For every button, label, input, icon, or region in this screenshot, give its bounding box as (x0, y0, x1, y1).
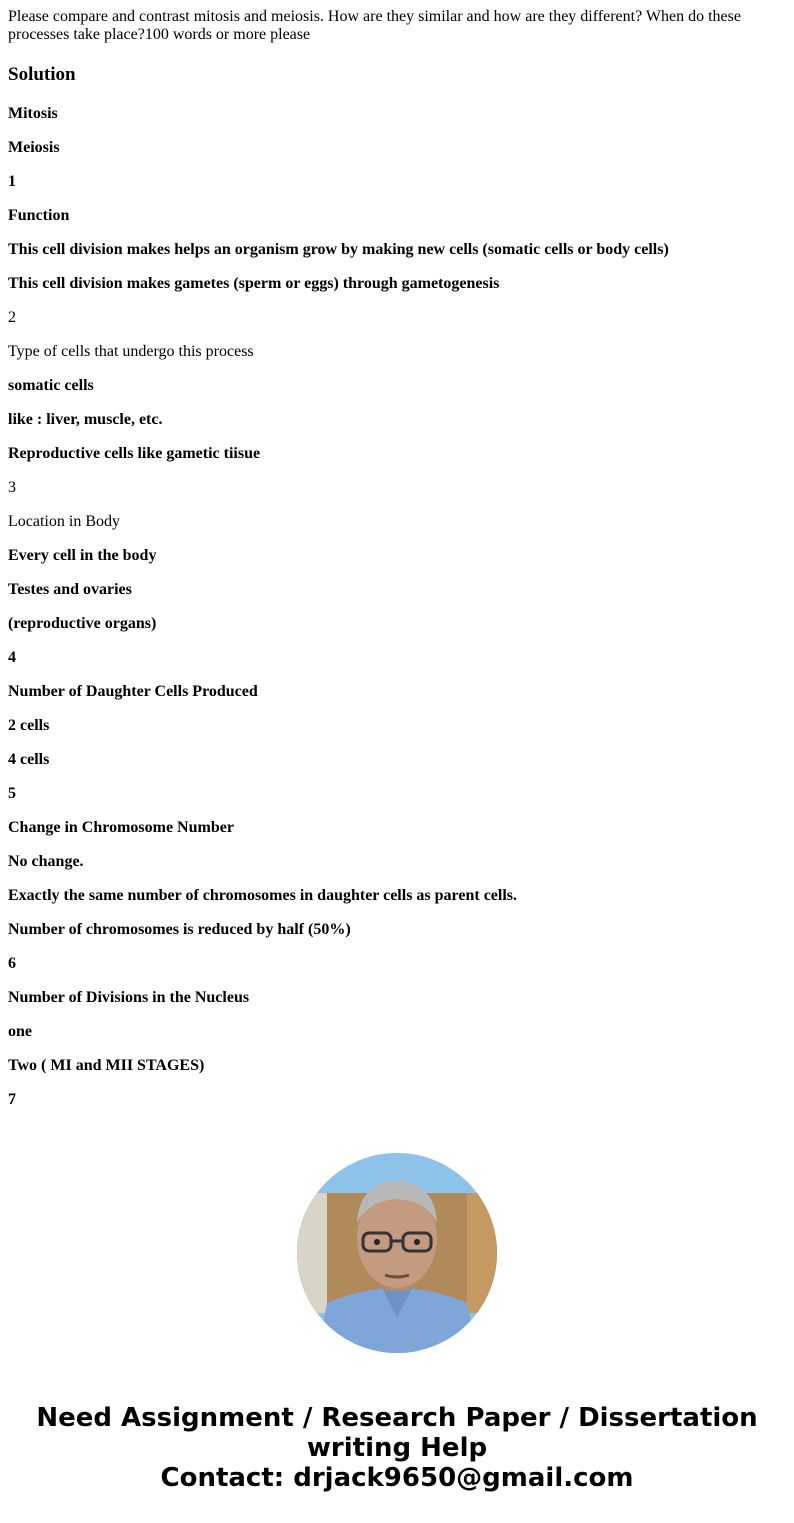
answer-line: Type of cells that undergo this process (8, 343, 254, 360)
answer-line: Every cell in the body (8, 547, 157, 564)
answer-line: 4 cells (8, 751, 50, 768)
answer-line: (reproductive organs) (8, 615, 157, 632)
answer-line: 6 (8, 955, 16, 972)
answer-line: Number of Daughter Cells Produced (8, 683, 258, 700)
answer-line: somatic cells (8, 377, 94, 394)
document-body (8, 8, 786, 1125)
answer-line: Location in Body (8, 513, 120, 530)
answer-line: 2 (8, 309, 16, 326)
author-photo (297, 1153, 497, 1353)
answer-line: Testes and ovaries (8, 581, 132, 598)
answer-line: 5 (8, 785, 16, 802)
solution-heading: Solution (8, 64, 76, 85)
answer-line: Exactly the same number of chromosomes in daughter cells as parent cells. (8, 887, 518, 904)
answer-line: This cell division makes helps an organism grow by making new cells (somatic cells or body cells) (8, 241, 669, 258)
author-portrait-icon (297, 1153, 497, 1353)
answer-line: 7 (8, 1091, 16, 1108)
answer-lines (8, 105, 786, 1109)
question-text: Please compare and contrast mitosis and meiosis. How are they similar and how are they different? When do these processes take place?100 words or more please (8, 8, 741, 43)
contact-footer (0, 1403, 794, 1493)
answer-line: Mitosis (8, 105, 58, 122)
answer-line: This cell division makes gametes (sperm or eggs) through gametogenesis (8, 275, 500, 292)
footer-line-1: Need Assignment / Research Paper / Dissertation (36, 1403, 758, 1433)
footer-line-3: Contact: drjack9650@gmail.com (160, 1463, 634, 1493)
answer-line: one (8, 1023, 32, 1040)
answer-line: Reproductive cells like gametic tiisue (8, 445, 261, 462)
answer-line: 2 cells (8, 717, 50, 734)
answer-line: like : liver, muscle, etc. (8, 411, 163, 428)
answer-line: Function (8, 207, 70, 224)
answer-line: Number of Divisions in the Nucleus (8, 989, 250, 1006)
answer-line: Number of chromosomes is reduced by half (50%) (8, 921, 351, 938)
answer-line: No change. (8, 853, 84, 870)
answer-line: 1 (8, 173, 16, 190)
answer-line: Change in Chromosome Number (8, 819, 234, 836)
answer-line: 4 (8, 649, 16, 666)
footer-line-2: writing Help (306, 1433, 488, 1463)
answer-line: Two ( MI and MII STAGES) (8, 1057, 205, 1074)
answer-line: Meiosis (8, 139, 60, 156)
answer-line: 3 (8, 479, 16, 496)
